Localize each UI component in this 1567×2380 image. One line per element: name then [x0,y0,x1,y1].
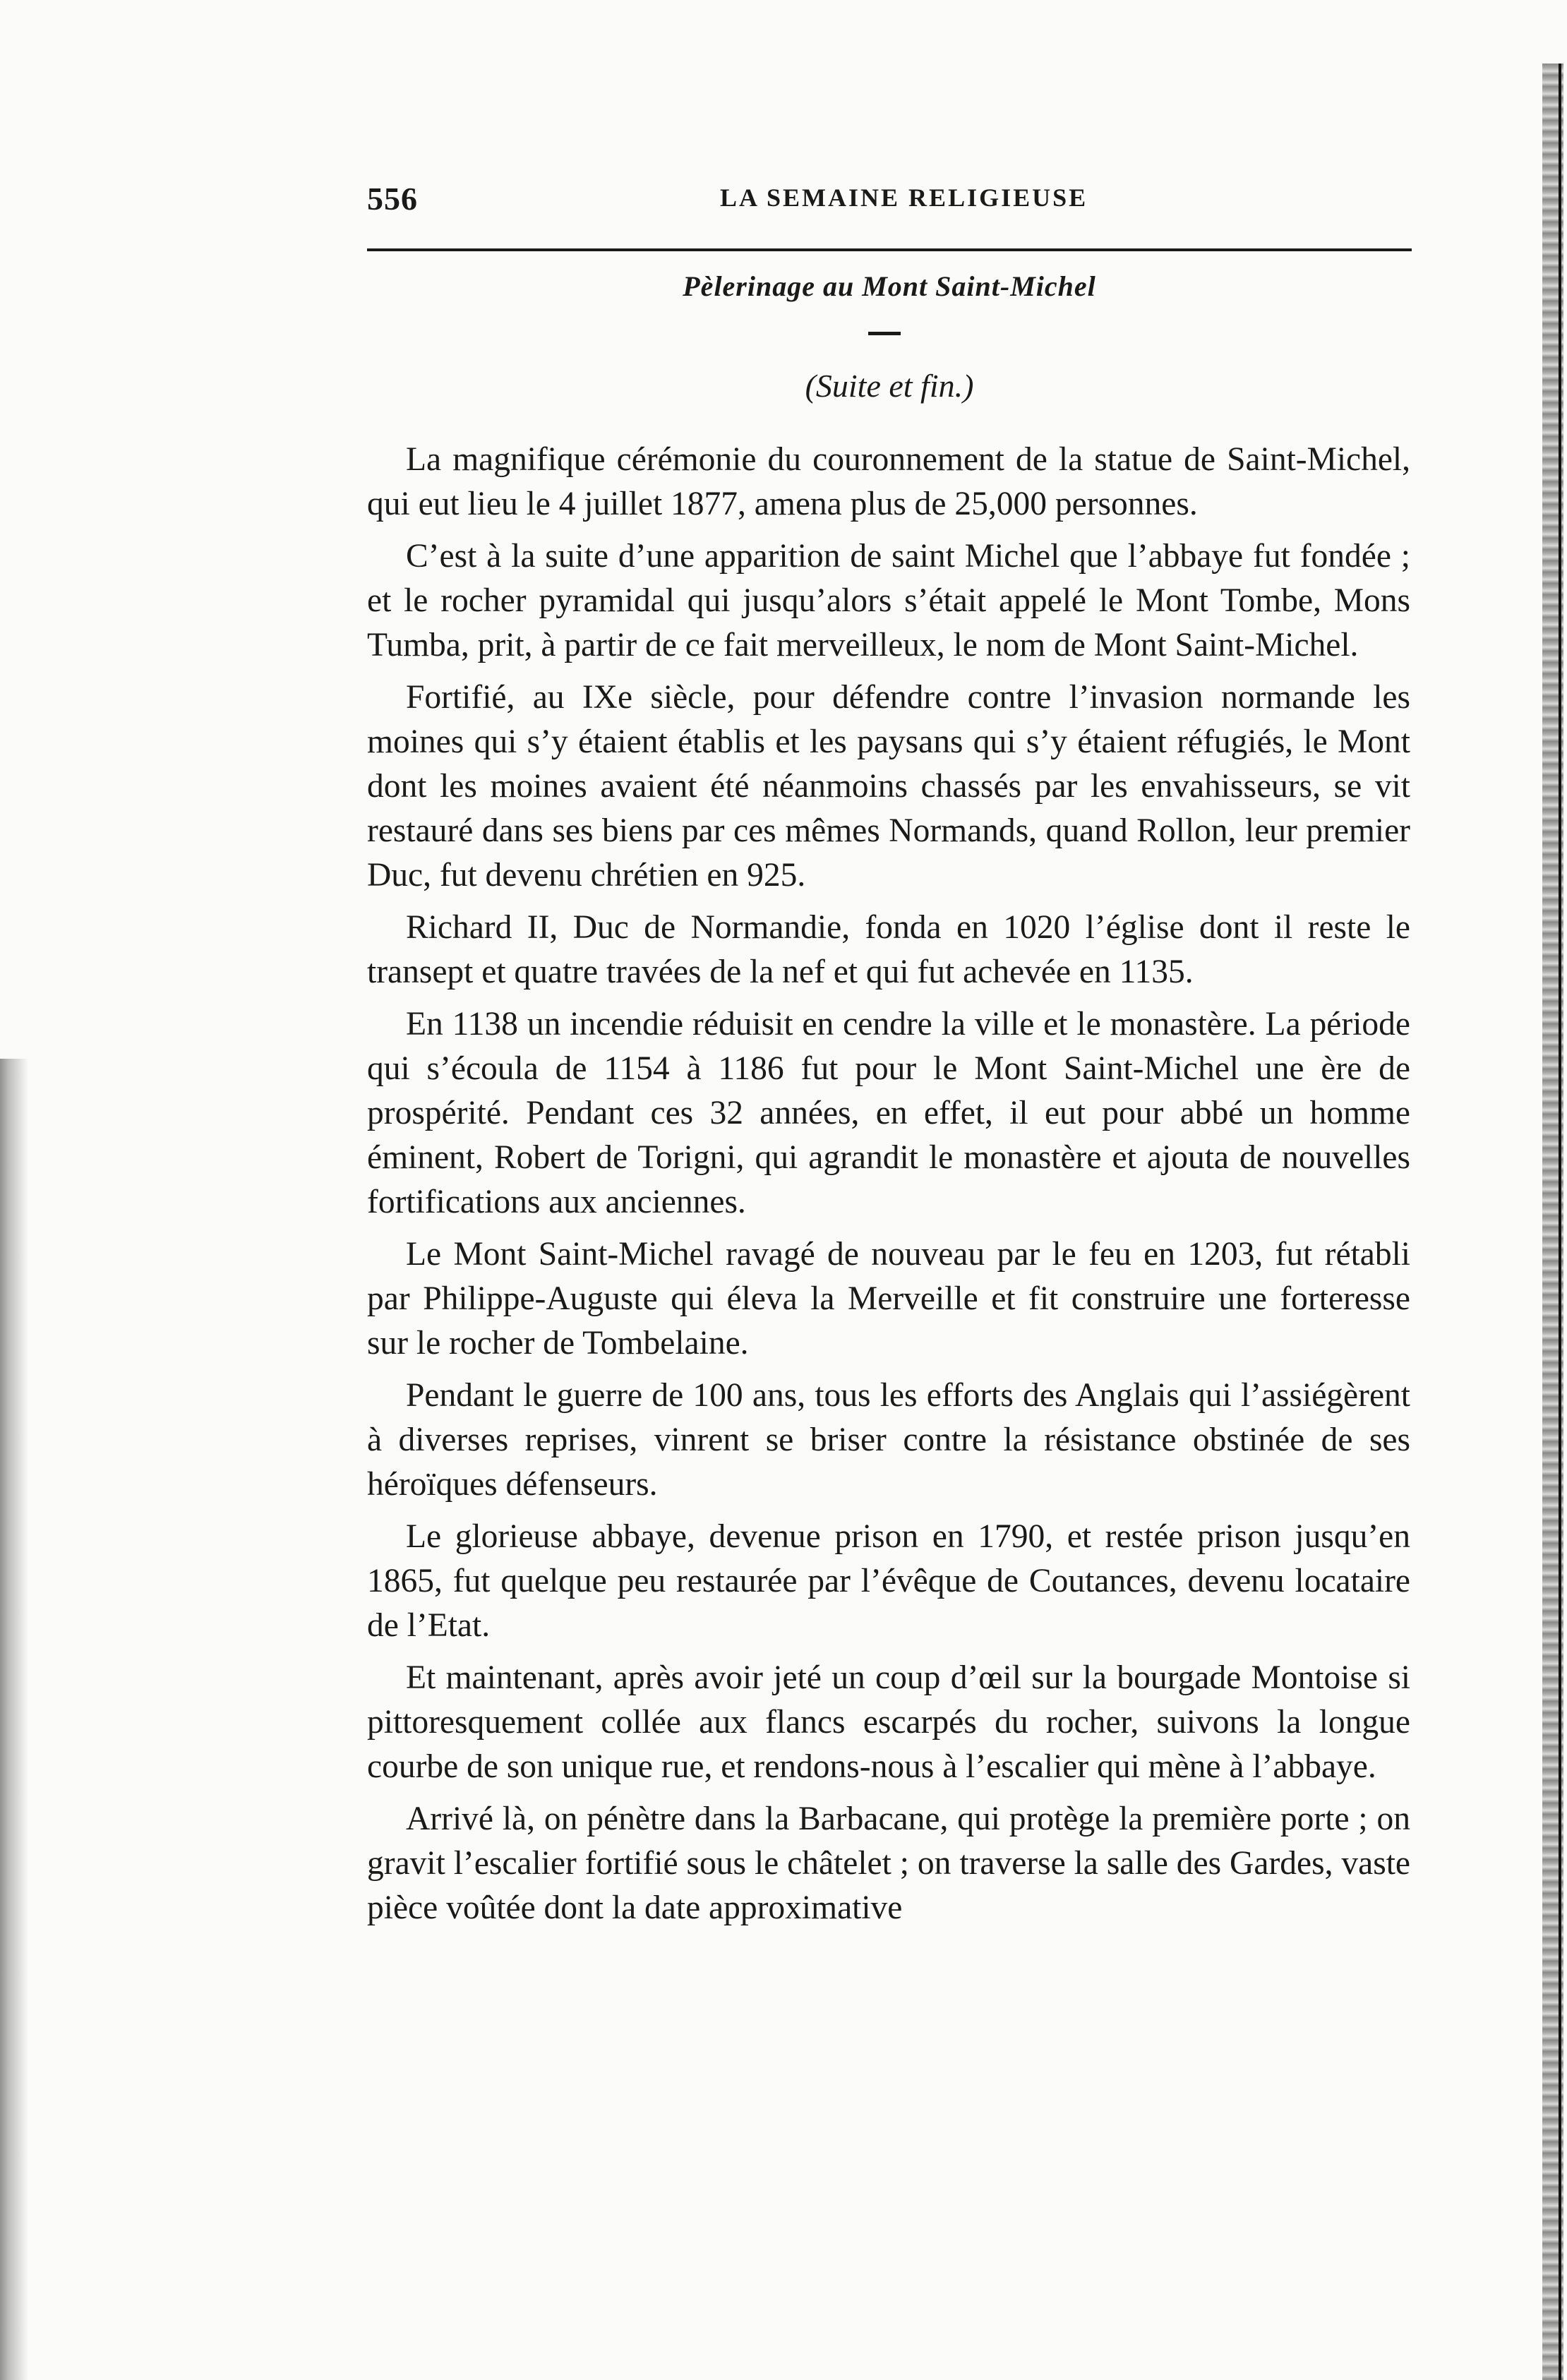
paragraph: Fortifié, au IXe siècle, pour défendre contre l’invasion normande les moines qui s’y étaient établis et les paysans qui s’y étaient réfugiés, le Mont dont les moines avaient été néanmoins chassés par les envahisseurs, se vit restauré dans ses biens par ces mêmes Normands, quand Rollon, leur premier Duc, fut devenu chrétien en 925. [367,679,1410,894]
paragraph: Le glorieuse abbaye, devenue prison en 1790, et restée prison jusqu’en 1865, fut quelque peu restaurée par l’évêque de Coutances, devenu locataire de l’Etat. [367,1518,1410,1644]
paragraph: Et maintenant, après avoir jeté un coup d’œil sur la bourgade Montoise si pittoresquement collée aux flancs escarpés du rocher, suivons la longue courbe de son unique rue, et rendons-nous à l’escalier qui mène à l’abbaye. [367,1659,1410,1785]
running-head [367,180,1426,222]
paragraph: La magnifique cérémonie du couronnement de la statue de Saint-Michel, qui eut lieu le 4 juillet 1877, amena plus de 25,000 personnes. [367,441,1410,522]
gutter-shadow [0,1059,28,2380]
paragraph: En 1138 un incendie réduisit en cendre la ville et le monastère. La période qui s’écoula de 1154 à 1186 fut pour le Mont Saint-Michel une ère de prospérité. Pendant ces 32 années, en effet, il eut pour abbé un homme éminent, Robert de Torigni, qui agrandit le monastère et ajouta de nouvelles fortifications aux anciennes. [367,1006,1410,1220]
paragraph: Richard II, Duc de Normandie, fonda en 1020 l’église dont il reste le transept et quatre travées de la nef et qui fut achevée en 1135. [367,909,1410,990]
article-title: Pèlerinage au Mont Saint-Michel [683,270,1096,302]
article-subtitle: (Suite et fin.) [805,368,974,404]
page-number: 556 [367,181,418,217]
page-edge-line [1559,64,1561,2380]
header-rule [367,248,1412,251]
paragraph: Pendant le guerre de 100 ans, tous les efforts des Anglais qui l’assiégèrent à diverses reprises, vinrent se briser contre la résistance obstinée de ses héroïques défenseurs. [367,1377,1410,1503]
paragraph: Arrivé là, on pénètre dans la Barbacane, qui protège la première porte ; on gravit l’escalier fortifié sous le châtelet ; on traverse la salle des Gardes, vaste pièce voûtée dont la date approximative [367,1801,1410,1926]
paragraph: C’est à la suite d’une apparition de saint Michel que l’abbaye fut fondée ; et le rocher pyramidal qui jusqu’alors s’était appelé le Mont Tombe, Mons Tumba, prit, à partir de ce fait merveilleux, le nom de Mont Saint-Michel. [367,538,1410,663]
article-body [367,438,1410,1938]
paragraph: Le Mont Saint-Michel ravagé de nouveau par le feu en 1203, fut rétabli par Philippe-Auguste qui éleva la Merveille et fit construire une forteresse sur le rocher de Tombelaine. [367,1236,1410,1362]
title-dash [868,332,901,335]
journal-title: LA SEMAINE RELIGIEUSE [720,184,1088,212]
